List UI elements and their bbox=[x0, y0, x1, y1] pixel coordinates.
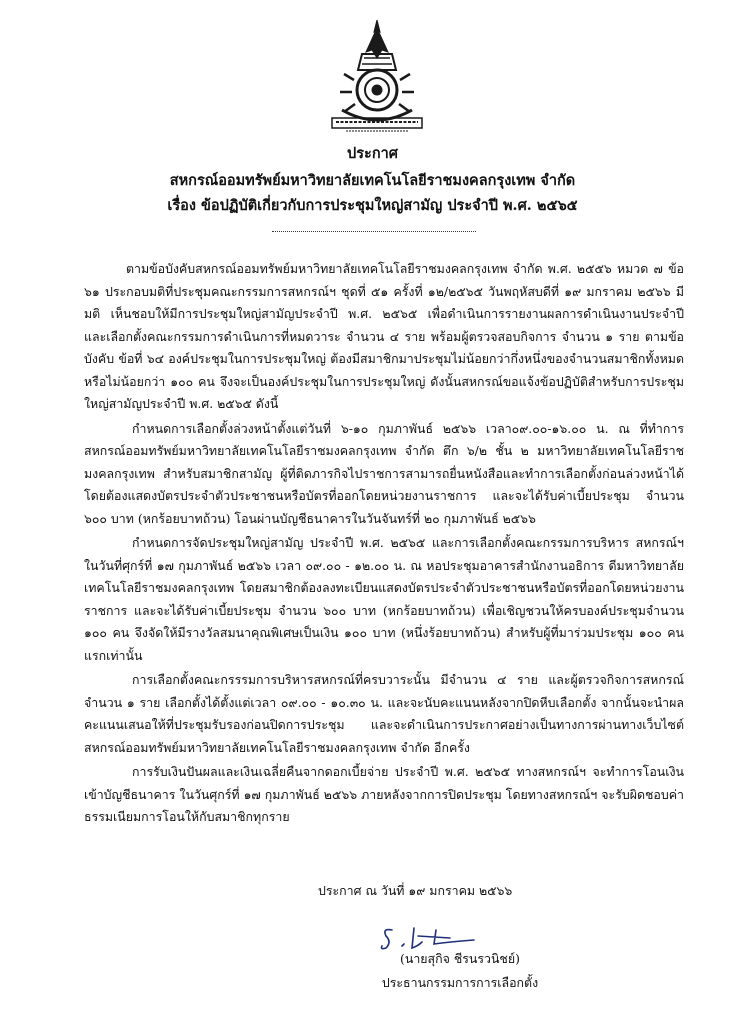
announcement-body bbox=[84, 258, 684, 831]
paragraph-dividend: การรับเงินปันผลและเงินเฉลี่ยคืนจากดอกเบี้ยจ่าย ประจำปี พ.ศ. ๒๕๖๕ ทางสหกรณ์ฯ จะทำการโอนเงินเข้าบัญชีธนาคาร ในวันศุกร์ที่ ๑๗ กุมภาพันธ์ ๒๕๖๖ ภายหลังจากการปิดประชุม โดยทางสหกรณ์ฯ จะรับผิดชอบค่าธรรมเนียมการโอนให้กับสมาชิกทุกราย bbox=[84, 764, 684, 824]
signer-name: (นายสุกิจ ชีรนรวนิชย์) bbox=[400, 951, 520, 966]
announcement-subject: เรื่อง ข้อปฏิบัติเกี่ยวกับการประชุมใหญ่สามัญ ประจำปี พ.ศ. ๒๕๖๕ bbox=[167, 197, 578, 214]
signer-position: ประธานกรรมการการเลือกตั้ง bbox=[381, 975, 539, 990]
organization-name: สหกรณ์ออมทรัพย์มหาวิทยาลัยเทคโนโลยีราชมงคลกรุงเทพ จำกัด bbox=[169, 172, 576, 189]
announcement-date: ประกาศ ณ วันที่ ๑๙ มกราคม ๒๕๖๖ bbox=[318, 883, 513, 898]
divider bbox=[272, 231, 476, 232]
paragraph-election: การเลือกตั้งคณะกรรรมการบริหารสหกรณ์ที่ครบวาระนั้น มีจำนวน ๔ ราย และผู้ตรวจกิจการสหกรณ์จำนวน ๑ ราย เลือกตั้งได้ตั้งแต่เวลา ๐๙.๐๐ - ๑๐.๓๐ น. และจะนับคะแนนหลังจากปิดหีบเลือกตั้ง จากนั้นจะนำผลคะแนนเสนอให้ที่ประชุมรับรองก่อนปิดการประชุม และจะดำเนินการประกาศอย่างเป็นทางการผ่านทางเว็บไซต์สหกรณ์ออมทรัพย์มหาวิทยาลัยเทคโนโลยีราชมงคลกรุงเทพ จำกัด อีกครั้ง bbox=[84, 672, 684, 755]
announcement-title: ประกาศ bbox=[347, 145, 398, 162]
paragraph-advance-voting: กำหนดการเลือกตั้งล่วงหน้าตั้งแต่วันที่ ๖-๑๐ กุมภาพันธ์ ๒๕๖๖ เวลา๐๙.๐๐-๑๖.๐๐ น. ณ ที่ทำการสหกรณ์ออมทรัพย์มหาวิทยาลัยเทคโนโลยีราชมงคลกรุงเทพ จำกัด ตึก ๖/๒ ชั้น ๒ มหาวิทยาลัยเทคโนโลยีราชมงคลกรุงเทพ สำหรับสมาชิกสามัญ ผู้ที่ติดภารกิจไปราชการสามารถยื่นหนังสือและทำการเลือกตั้งก่อนล่วงหน้าได้ โดยต้องแสดงบัตรประจำตัวประชาชนหรือบัตรที่ออกโดยหน่วยงานราชการ และจะได้รับค่าเบี้ยประชุม จำนวน ๖๐๐ บาท (หกร้อยบาทถ้วน) โอนผ่านบัญชีธนาคารในวันจันทร์ที่ ๒๐ กุมภาพันธ์ ๒๕๖๖ bbox=[84, 420, 684, 526]
paragraph-general-meeting: กำหนดการจัดประชุมใหญ่สามัญ ประจำปี พ.ศ. ๒๕๖๕ และการเลือกตั้งคณะกรรมการบริหาร สหกรณ์ฯ ในวันที่ศุกร์ที่ ๑๗ กุมภาพันธ์ ๒๕๖๖ เวลา ๐๙.๐๐ - ๑๒.๐๐ น. ณ หอประชุมอาคารสำนักงานอธิการ ดีมหาวิทยาลัยเทคโนโลยีราชมงคลกรุงเทพ โดยสมาชิกต้องลงทะเบียนแสดงบัตรประจำตัวประชาชนหรือบัตรที่ออกโดยหน่วยงานราชการ และจะได้รับค่าเบี้ยประชุม จำนวน ๖๐๐ บาท (หกร้อยบาทถ้วน) เพื่อเชิญชวนให้ครบองค์ประชุมจำนวน ๑๐๐ คน จึงจัดให้มีรางวัลสมนาคุณพิเศษเป็นเงิน ๑๐๐ บาท (หนึ่งร้อยบาทถ้วน) สำหรับผู้ที่มาร่วมประชุม ๑๐๐ คนแรกเท่านั้น bbox=[84, 535, 684, 663]
university-emblem-icon bbox=[322, 18, 432, 140]
paragraph-intro: ตามข้อบังคับสหกรณ์ออมทรัพย์มหาวิทยาลัยเทคโนโลยีราชมงคลกรุงเทพ จำกัด พ.ศ. ๒๕๕๖ หมวด ๗ ข้อ ๖๑ ประกอบมติที่ประชุมคณะกรรมการสหกรณ์ฯ ชุดที่ ๕๑ ครั้งที่ ๑๒/๒๕๖๕ วันพฤหัสบดีที่ ๑๙ มกราคม ๒๕๖๖ มีมติ เห็นชอบให้มีการประชุมใหญ่สามัญประจำปี พ.ศ. ๒๕๖๕ เพื่อดำเนินการรายงานผลการดำเนินงานประจำปี และเลือกตั้งคณะกรรมการดำเนินการที่หมดวาระ จำนวน ๔ ราย พร้อมผู้ตรวจสอบกิจการ จำนวน ๑ ราย ตามข้อบังคับ ข้อที่ ๖๔ องค์ประชุมในการประชุมใหญ่ ต้องมีสมาชิกมาประชุมไม่น้อยกว่ากึ่งหนึ่งของจำนวนสมาชิกทั้งหมดหรือไม่น้อยกว่า ๑๐๐ คน จึงจะเป็นองค์ประชุมในการประชุมใหญ่ ดังนั้นสหกรณ์ขอแจ้งข้อปฏิบัติสำหรับการประชุมใหญ่สามัญประจำปี พ.ศ. ๒๕๖๕ ดังนี้ bbox=[84, 261, 684, 411]
